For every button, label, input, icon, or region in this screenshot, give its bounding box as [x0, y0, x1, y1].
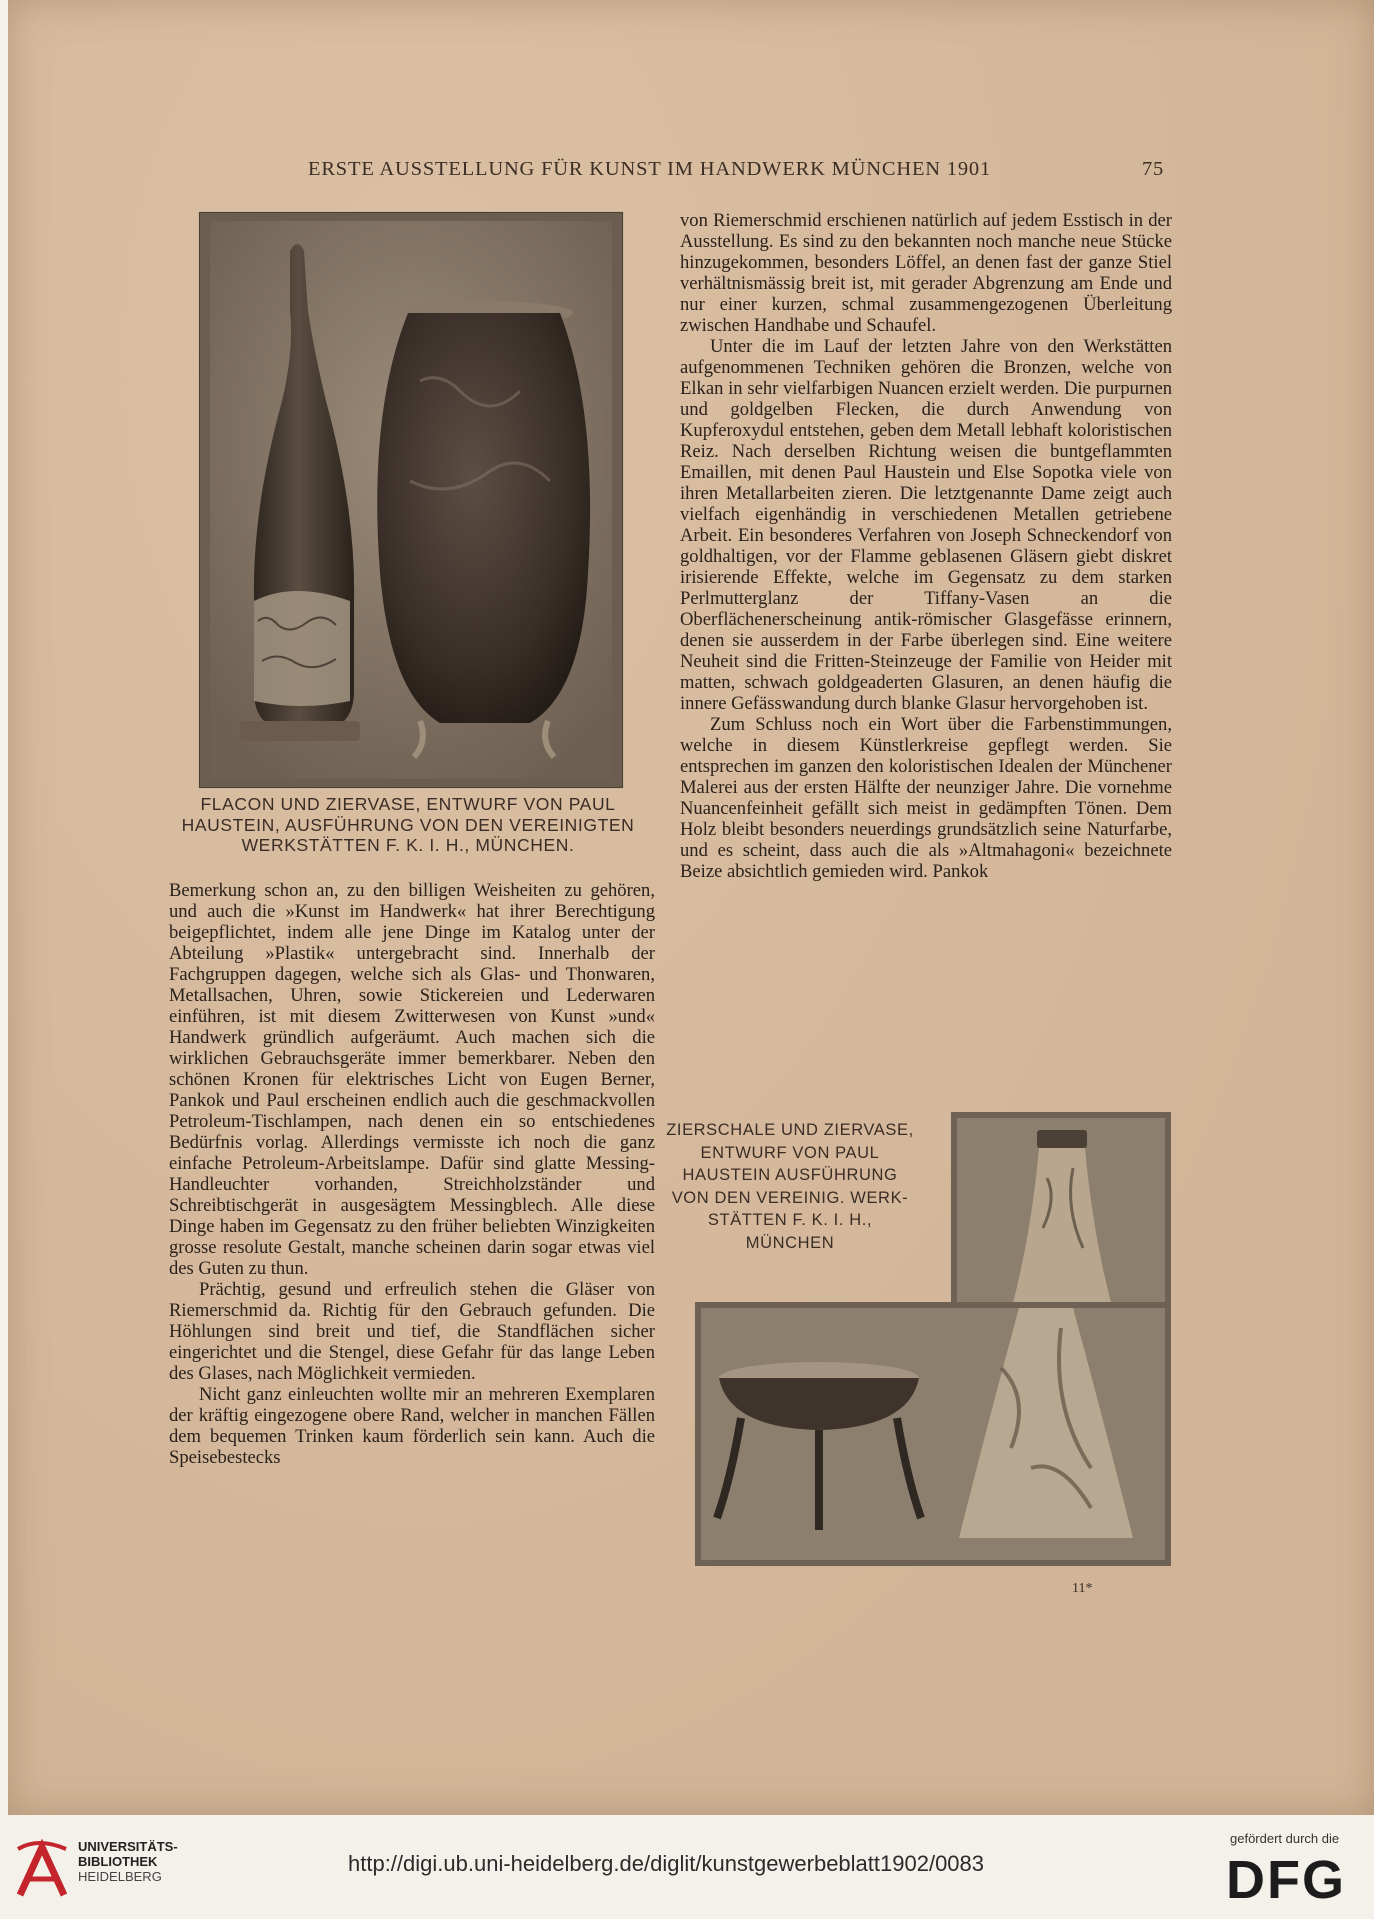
signature-mark: 11*	[1072, 1581, 1093, 1596]
library-line: UNIVERSITÄTS-	[78, 1839, 178, 1854]
right-column-text	[680, 210, 1172, 882]
permalink-url[interactable]: http://digi.ub.uni-heidelberg.de/diglit/kunstgewerbeblatt1902/0083	[348, 1851, 985, 1876]
funding-label: gefördert durch die	[1230, 1831, 1340, 1846]
library-line: HEIDELBERG	[78, 1869, 162, 1884]
flacon-vase-illustration	[210, 221, 612, 779]
figure2-caption: ZIERSCHALE UND ZIERVASE, ENTWURF VON PAUL HAUSTEIN AUSFÜHRUNG VON DEN VEREINIG. WERK-STÄTTEN F. K. I. H., MÜNCHEN	[666, 1121, 914, 1252]
bowl-vase-illustration	[701, 1308, 1165, 1560]
dfg-logo: DFG	[1226, 1850, 1346, 1910]
page-scan	[8, 0, 1374, 1815]
paragraph: Nicht ganz einleuchten wollte mir an mehreren Exemplaren der kräftig eingezogene obere Rand, welcher in manchen Fällen dem bequemen Trinken kaum förderlich sein kann. Auch die Speisebestecks	[169, 1384, 655, 1468]
paragraph: Unter die im Lauf der letzten Jahre von den Werkstätten aufgenommenen Techniken gehören die Bronzen, welche von Elkan in sehr vielfarbigen Nuancen erzielt werden. Die purpurnen und goldgelben Flecken, die durch Anwendung von Kupferoxydul entstehen, geben dem Metall lebhaft koloristischen Reiz. Nach derselben Richtung weisen die buntgeflammten Emaillen, mit denen Paul Haustein und Else Sopotka viele von ihren Metallarbeiten zieren. Die letztgenannte Dame zeigt auch vielfach eigenhändig in verschiedenen Metallen getriebene Arbeit. Ein besonderes Verfahren von Joseph Schneckendorf von goldhaltigen, vor der Flamme geblasenen Gläsern giebt diskret irisierende Effekte, welche im Gegensatz zu dem starken Perlmutterglanz der Tiffany-Vasen an die Oberflächenerscheinung antik-römischer Glasgefässe erinnern, denen sie ausserdem in der Farbe überlegen sind. Eine weitere Neuheit sind die Fritten-Steinzeuge der Familie von Heider mit matten, schwach goldgeaderten Glasuren, an denen häufig die innere Gefässwandung durch blanke Glasur hervorgehoben ist.	[680, 336, 1172, 714]
figure-vase-top	[951, 1112, 1171, 1312]
university-library-logo-icon	[14, 1835, 72, 1901]
running-title: ERSTE AUSSTELLUNG FÜR KUNST IM HANDWERK MÜNCHEN 1901	[308, 158, 992, 180]
paragraph: von Riemerschmid erschienen natürlich auf jedem Esstisch in der Ausstellung. Es sind zu den bekannten noch manche neue Stücke hinzugekommen, besonders Löffel, an denen fast der ganze Stiel verhältnismässig breit ist, mit gerader Abgrenzung am Ende und nur einer kurzen, schmal zusammengezogenen Überleitung zwischen Handhabe und Schaufel.	[680, 210, 1172, 336]
figure1-caption: FLACON UND ZIERVASE, ENTWURF VON PAUL HAUSTEIN, AUSFÜHRUNG VON DEN VEREINIGTEN WERKSTÄTTEN F. K. I. H., MÜNCHEN.	[181, 794, 635, 855]
figure-flacon-vase	[199, 212, 623, 788]
paragraph: Bemerkung schon an, zu den billigen Weisheiten zu gehören, und auch die »Kunst im Handwerk« hat ihrer Berechtigung beigepflichtet, indem alle jene Dinge im Katalog unter der Abteilung »Plastik« untergebracht sind. Innerhalb der Fachgruppen dagegen, welche sich als Glas- und Thonwaren, Metallsachen, Uhren, sowie Stickereien und Lederwaren einführen, ist mit diesem Zwitterwesen von Kunst »und« Handwerk gründlich aufgeräumt. Auch machen sich die wirklichen Gebrauchsgeräte immer bemerkbarer. Neben den schönen Kronen für elektrisches Licht von Eugen Berner, Pankok und Paul erscheinen endlich auch die geschmackvollen Petroleum-Tischlampen, nach denen ein so entschiedenes Bedürfnis vorlag. Allerdings vermisste ich noch die ganz einfache Petroleum-Arbeitslampe. Dafür sind glatte Messing-Handleuchter vorhanden, Streichholzständer und Schreibtischgerät in ausgesägtem Messingblech. Alle diese Dinge haben im Gegensatz zu den früher beliebten Winzigkeiten grosse resolute Gestalt, manche scheinen darin sogar etwas viel des Guten zu thun.	[169, 880, 655, 1279]
paragraph: Zum Schluss noch ein Wort über die Farbenstimmungen, welche in diesem Künstlerkreise gepflegt werden. Sie entsprechen im ganzen den koloristischen Idealen der Münchener Malerei aus der ersten Hälfte der neunziger Jahre. Die vornehme Nuancenfeinheit gefällt sich meist in gedämpften Tönen. Dem Holz bleibt besonders neuerdings grundsätzlich seine Naturfarbe, und es scheint, dass auch die als »Altmahagoni« bezeichnete Beize absichtlich gemieden wird. Pankok	[680, 714, 1172, 882]
page-number: 75	[1142, 158, 1165, 180]
figure-bowl-vase	[695, 1302, 1171, 1566]
tall-vase-top-illustration	[957, 1118, 1165, 1312]
left-column-text	[169, 880, 655, 1468]
footer-bar	[0, 1815, 1374, 1919]
library-name	[78, 1839, 178, 1884]
paragraph: Prächtig, gesund und erfreulich stehen die Gläser von Riemerschmid da. Richtig für den Gebrauch gefunden. Die Höhlungen sind breit und tief, die Standflächen sicher eingerichtet und die Stengel, diese Gefahr für das lange Leben des Glases, nach Möglichkeit vermieden.	[169, 1279, 655, 1384]
library-line: BIBLIOTHEK	[78, 1854, 158, 1869]
